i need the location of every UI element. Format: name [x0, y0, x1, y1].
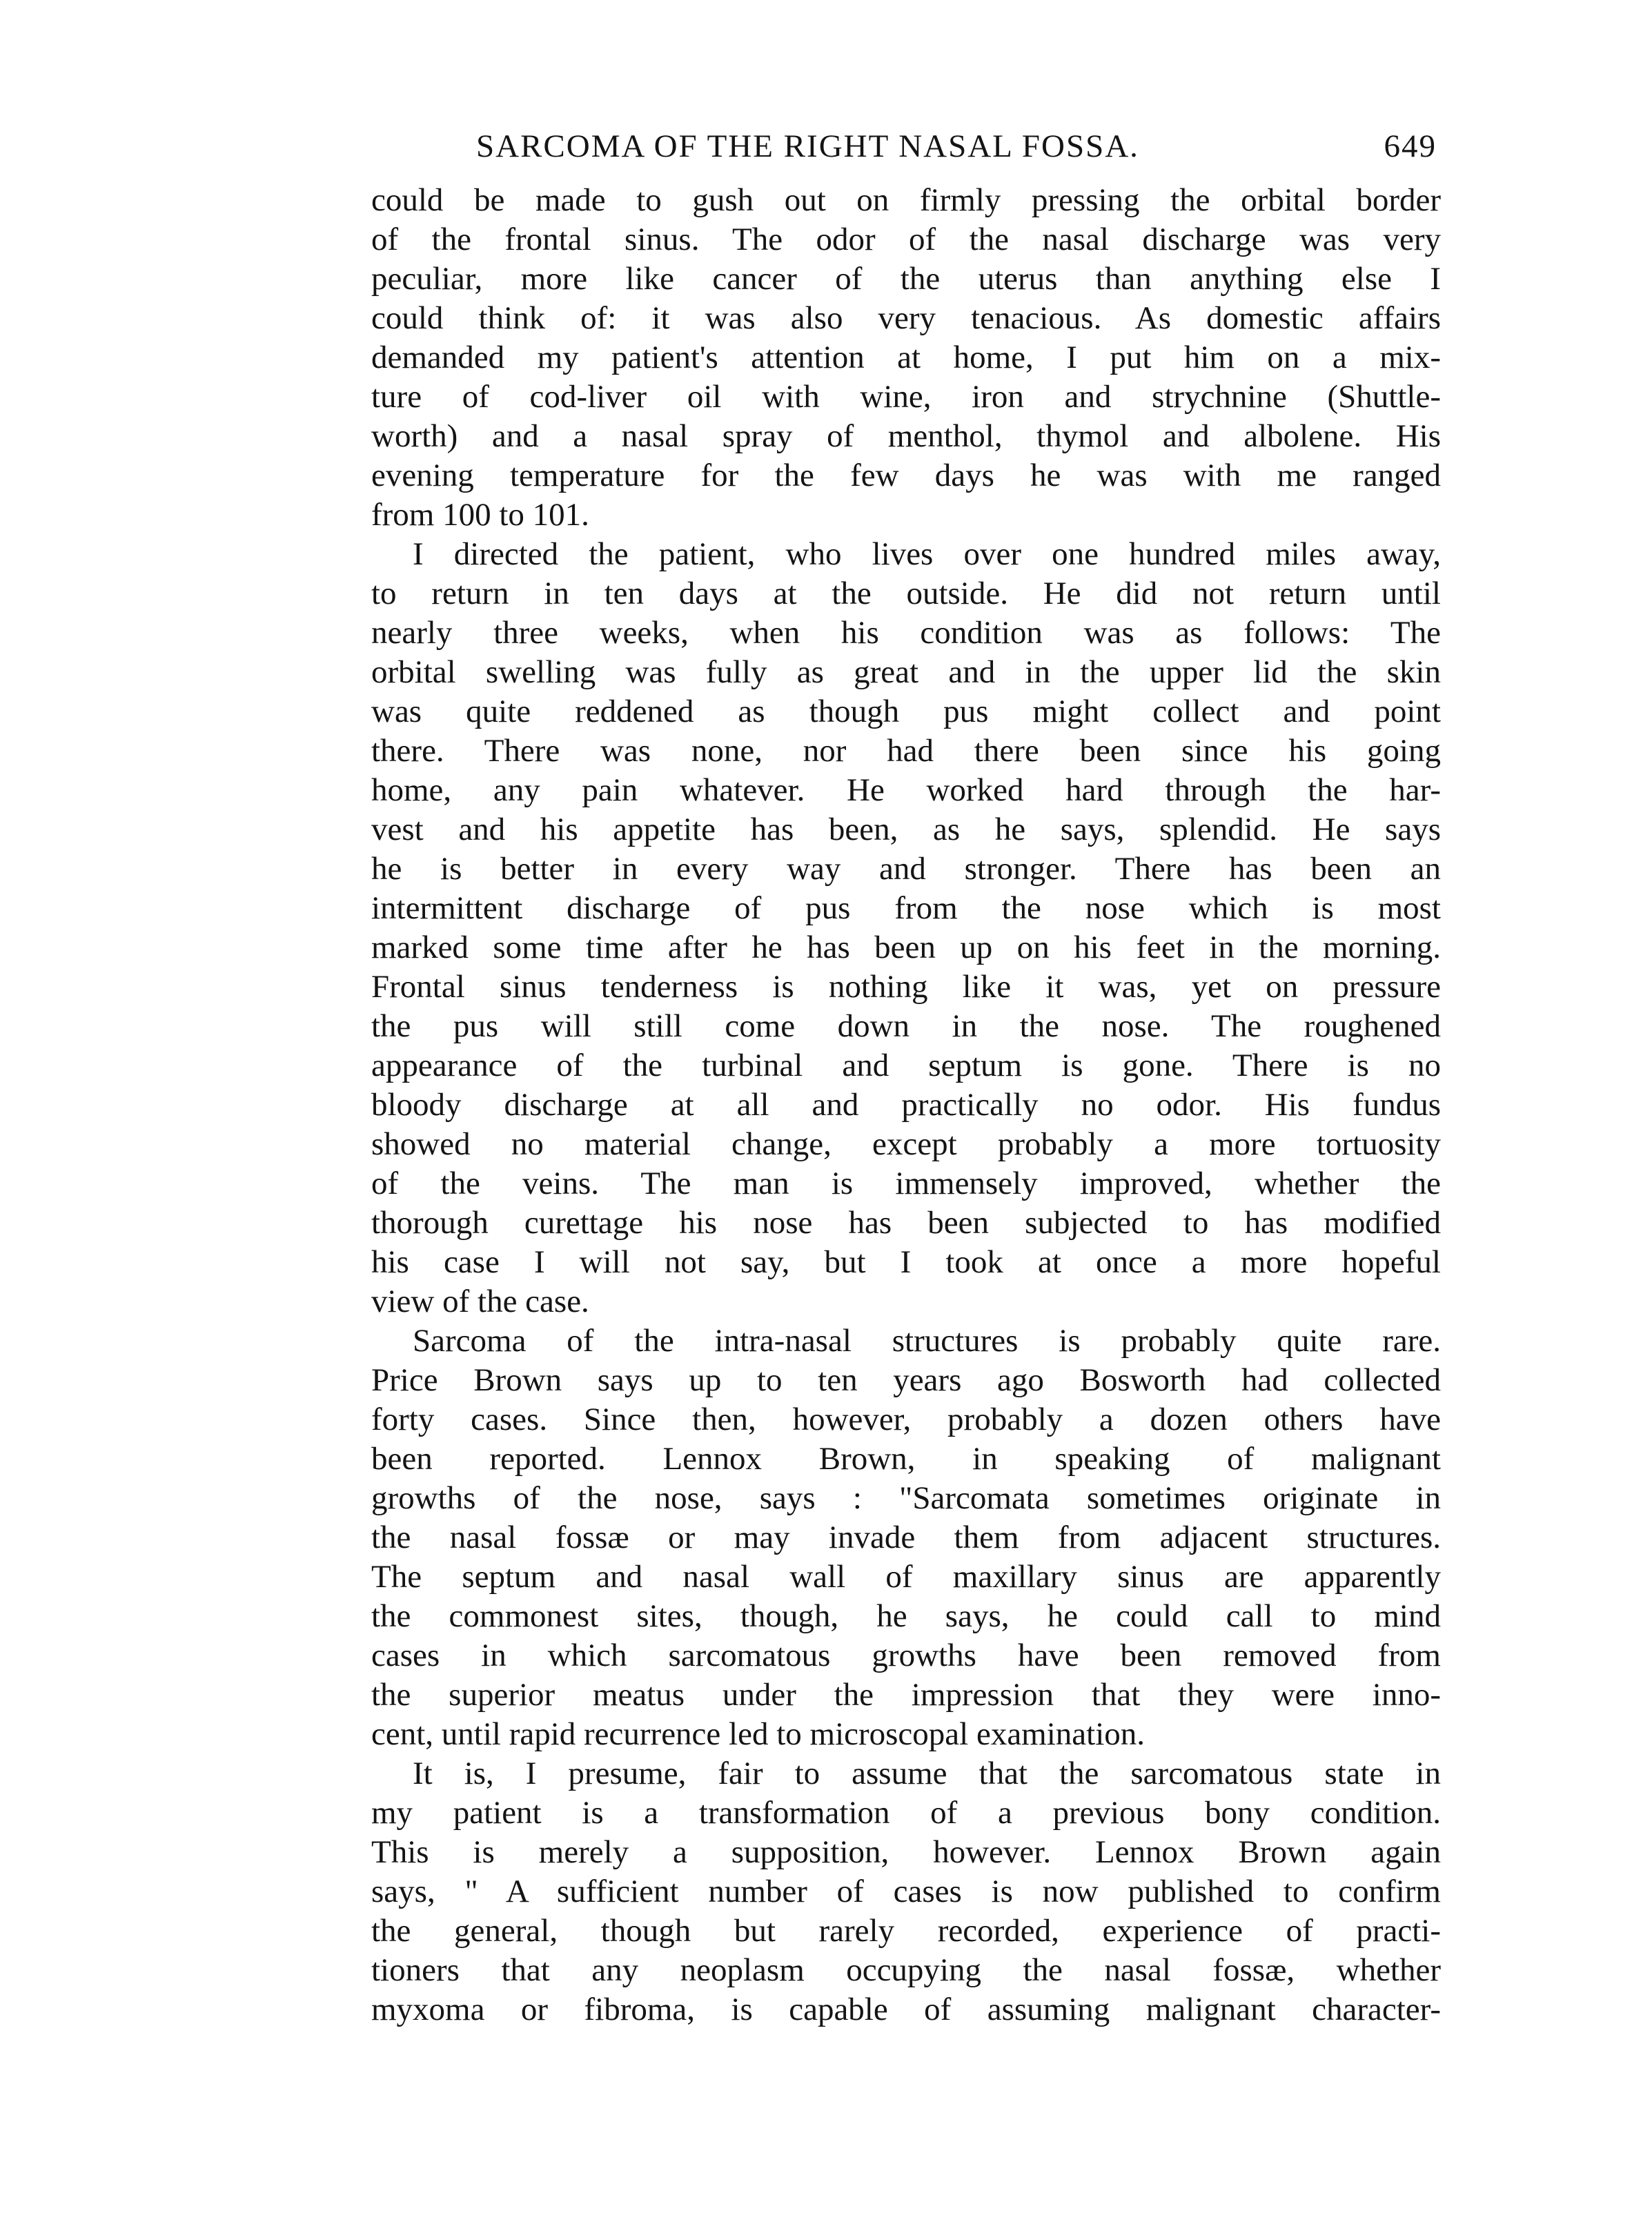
- text-line: evening temperature for the few days he was with me ranged: [371, 458, 1441, 493]
- text-line: ture of cod-liver oil with wine, iron and strychnine (Shuttle-: [371, 379, 1441, 415]
- text-line: I directed the patient, who lives over one hundred miles away,: [413, 536, 1441, 572]
- text-line: nearly three weeks, when his condition was as follows: The: [371, 615, 1441, 651]
- text-line: worth) and a nasal spray of menthol, thymol and albolene. His: [371, 418, 1441, 454]
- text-line: the commonest sites, though, he says, he could call to mind: [371, 1598, 1441, 1634]
- text-line: vest and his appetite has been, as he says, splendid. He says: [371, 812, 1441, 847]
- text-line: the nasal fossæ or may invade them from adjacent structures.: [371, 1520, 1441, 1555]
- body-text: [371, 181, 1441, 2029]
- text-line: was quite reddened as though pus might collect and point: [371, 694, 1441, 729]
- text-line: the general, though but rarely recorded, experience of practi-: [371, 1913, 1441, 1949]
- text-line: intermittent discharge of pus from the nose which is most: [371, 890, 1441, 926]
- text-line: myxoma or fibroma, is capable of assuming malignant character-: [371, 1992, 1441, 2027]
- text-line: of the frontal sinus. The odor of the nasal discharge was very: [371, 222, 1441, 257]
- text-line: cent, until rapid recurrence led to microscopal examination.: [371, 1716, 1145, 1752]
- text-line: he is better in every way and stronger. There has been an: [371, 851, 1441, 887]
- text-line: peculiar, more like cancer of the uterus than anything else I: [371, 261, 1441, 297]
- text-line: home, any pain whatever. He worked hard through the har-: [371, 772, 1441, 808]
- text-line: This is merely a supposition, however. Lennox Brown again: [371, 1834, 1441, 1870]
- text-line: marked some time after he has been up on his feet in the morning.: [371, 930, 1441, 965]
- text-line: says, " A sufficient number of cases is now published to confirm: [371, 1874, 1441, 1909]
- paragraph: [371, 535, 1441, 1321]
- text-line: view of the case.: [371, 1284, 589, 1319]
- text-line: Frontal sinus tenderness is nothing like it was, yet on pressure: [371, 969, 1441, 1005]
- text-line: thorough curettage his nose has been subjected to has modified: [371, 1205, 1441, 1241]
- text-line: could be made to gush out on firmly pressing the orbital border: [371, 182, 1441, 218]
- text-line: could think of: it was also very tenacious. As domestic affairs: [371, 300, 1441, 336]
- text-line: the pus will still come down in the nose. The roughened: [371, 1008, 1441, 1044]
- page-number: 649: [1384, 128, 1437, 164]
- text-line: orbital swelling was fully as great and in the upper lid the skin: [371, 654, 1441, 690]
- text-line: his case I will not say, but I took at once a more hopeful: [371, 1244, 1441, 1280]
- text-line: tioners that any neoplasm occupying the nasal fossæ, whether: [371, 1952, 1441, 1988]
- text-line: cases in which sarcomatous growths have been removed from: [371, 1638, 1441, 1673]
- text-line: been reported. Lennox Brown, in speaking of malignant: [371, 1441, 1441, 1477]
- text-line: to return in ten days at the outside. He did not return until: [371, 576, 1441, 611]
- text-line: my patient is a transformation of a previous bony condition.: [371, 1795, 1441, 1831]
- text-line: It is, I presume, fair to assume that the sarcomatous state in: [413, 1756, 1441, 1791]
- text-line: of the veins. The man is immensely improved, whether the: [371, 1166, 1441, 1201]
- text-line: appearance of the turbinal and septum is gone. There is no: [371, 1048, 1441, 1083]
- text-line: The septum and nasal wall of maxillary sinus are apparently: [371, 1559, 1441, 1595]
- text-line: there. There was none, nor had there been since his going: [371, 733, 1441, 769]
- text-line: the superior meatus under the impression that they were inno-: [371, 1677, 1441, 1713]
- paragraph: [371, 1754, 1441, 2029]
- text-line: from 100 to 101.: [371, 497, 589, 533]
- text-line: bloody discharge at all and practically no odor. His fundus: [371, 1087, 1441, 1123]
- paragraph: [371, 1321, 1441, 1754]
- running-title: SARCOMA OF THE RIGHT NASAL FOSSA.: [476, 128, 1139, 164]
- text-line: forty cases. Since then, however, probably a dozen others have: [371, 1402, 1441, 1437]
- text-line: showed no material change, except probably a more tortuosity: [371, 1126, 1441, 1162]
- paragraph: [371, 181, 1441, 535]
- text-line: growths of the nose, says : "Sarcomata sometimes originate in: [371, 1480, 1441, 1516]
- text-line: demanded my patient's attention at home, I put him on a mix-: [371, 340, 1441, 375]
- text-line: Sarcoma of the intra-nasal structures is probably quite rare.: [413, 1323, 1441, 1359]
- text-line: Price Brown says up to ten years ago Bosworth had collected: [371, 1362, 1441, 1398]
